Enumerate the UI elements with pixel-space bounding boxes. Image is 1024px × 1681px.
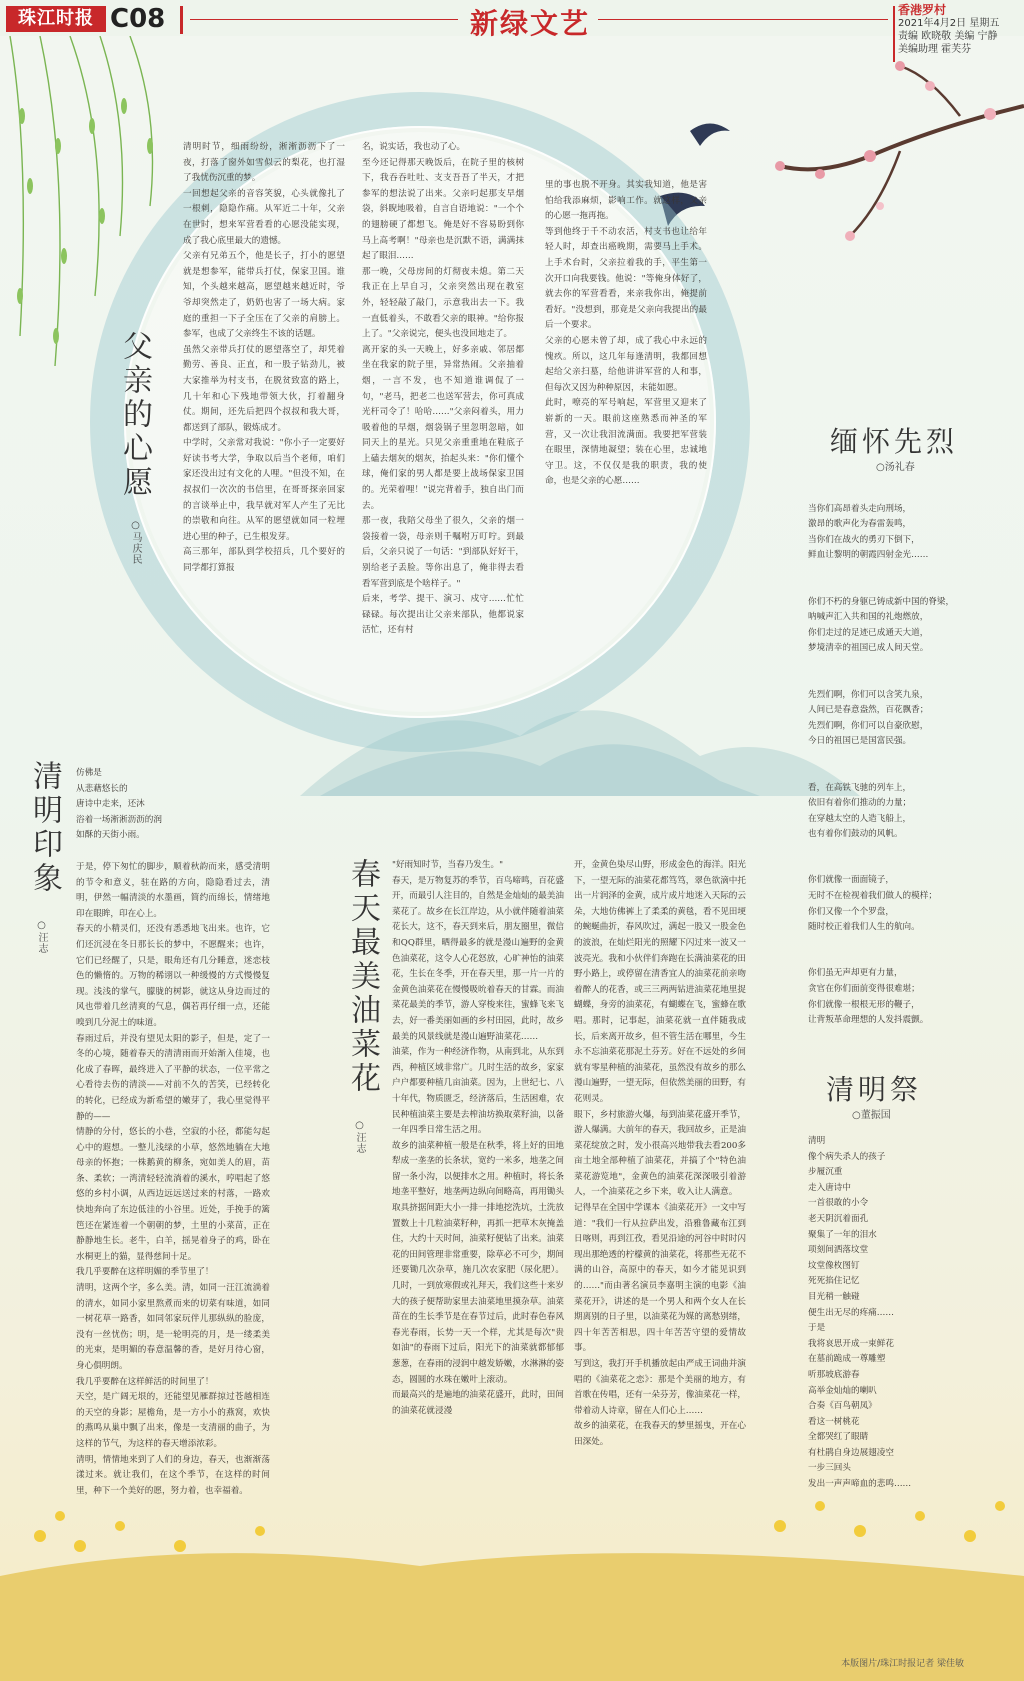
martyrs-stanza-1: 当你们高昂着头走向刑场， 激昂的歌声化为春雷轰鸣， 当你们在战火的勇刃下倒下， 鲜血让黎明的朝霞四射金光…… [808, 503, 929, 561]
qingmingji-poem: 清明 像个病失杀人的孩子 步履沉重 走入唐诗中 一首很敢的小令 老天阴沉着面孔 聚集了一年的泪水 项刻间洒落坟堂 坟堂像枚图钉 死死掐住记忆 目光稍一触碰 便生出无尽的疼痛…… 于是 我将哀思开成一束鲜花 在墓前跪成一尊雕塑 听那坡底游春 高举金灿灿的喇叭 合奏《百鸟朝凤》 看这一树桃花 全都哭红了眼睛 有杜鹃自身边展翅凌空 一步三回头 发出一声声啼血的悲鸣…… [808, 1136, 912, 1490]
yinxiang-article-author: ○汪志 [36, 920, 47, 954]
father-article-title: 父亲的心愿 [117, 330, 152, 500]
issue-date: 2021年4月2日 星期五 [898, 18, 1000, 29]
photo-credit: 本版图片/珠江时报记者 梁佳敏 [841, 1659, 964, 1669]
martyrs-article-title: 缅怀先烈 [830, 425, 959, 458]
rapeseed-article-title: 春天最美油菜花 [345, 858, 380, 1096]
father-article-col3: 里的事也脱不开身。其实我知道，他是害怕给我添麻烦，影响工作。就这样，父亲的心愿一拖再拖。 等到他终于千不动农活，村支书也让给年轻人时，却查出癌晚期，需要马上手术。上手术台时，父亲拉着我的手，平生第一次开口向我要钱。他说："等俺身体好了，就去你的军营看看，来亲我你出，俺提前看好。"没想到，那竟是父亲向我提出的最后一个要求。 父亲的心愿未曾了却，成了我心中永远的愧疚。所以，这几年每逢清明，我都回想起给父亲扫墓，给他讲讲军营的人和事，但每次又因为种种原因，未能如愿。 此时，嘹亮的军号响起，军营里又迎来了崭新的一天。眼前这座熟悉而神圣的军营，又一次让我泪流满面。我要把军营装在眼里，深情地凝望；装在心里，忠诚地守卫。这，不仅仅是我的职责，我的使命，也是父亲的心愿…… [545, 180, 707, 487]
section-title: 新绿文艺 [470, 7, 591, 40]
yinxiang-body: 于是，停下匆忙的脚步，顺着秋韵而来，感受清明的节令和意义，驻在路的方向，隐隐看过去，清明，伊然一幅清淡的水墨画，简约而绵长，情绪地印在眼眸，印在心上。 春天的小精灵们，还没有悉悉地飞出来。也许，它们还沉浸在冬日那长长的梦中，不愿醒来；也许，它们已经醒了，只是，眼角还有几分睡意，迷恋枝色的懒惰的。万物的稀诩以一种缓慢的方式慢慢复现。浅浅的掌气，朦胧的树影，就这从身边而过的风也带着几丝清爽的气息，偶若再仔细一点，还能嗅到几分泥土的味道。 春雨过后，并没有望见太阳的影子，但是，定了一冬的心境，随着春天的清清雨而开始渐入佳境，也化成了春晖，最终进入了平静的状态，一位平常之心看待去伤的清淡——对前不久的苦笑，已经转化的转化，已经成为新希望的嫩芽了，我心里觉得平静的—— 情静的分付，悠长的小巷，空寂的小径，都能勾起心中的遐想。一整儿浅绿的小草，悠然地躺在大地母亲的怀抱；一株鹅黄的柳条，宛如美人的眉，苗条、柔软；一湾清轻轻流淌着的溪水，哼唱起了悠悠的乡村小调，从西边远远送过来的村落，一路欢快地奔向了东边低洼的小谷里。近处，手挽手的篱笆还在紧连着一个朝朝的梦，土里的小菜苗，正在静静地生长。老牛，白羊，摇晃着身子的鸡，卧在水桐更上的猫，显得慈间十足。 我几乎要醉在这样明媚的季节里了！ 清明，这两个字，多么美。清，如同一汪江流淌着的清水，如同小家里熬煮而来的切菜有味道，如同一树花草一路香，如同邻家玩伴儿那纵纵的脸庞，没有一丝忧伤；明，是一轮明亮的月，是一缕柔美的光束，是明媚的春意温馨的香，是好月待心窗，身心俱明朗。 我几乎要醉在这样鲜活的时间里了！ 天空，是广阔无垠的，还能望见雁群掠过苍越相连的天空的身影；屋檐角，是一方小小的燕窝，欢快的燕鸣从巢中飘了出来，像是一支清丽的曲子，为这样的节气，为这样的春天增添浓彩。 清明，情情地来到了人们的身边，春天，也渐渐荡漾过来。就让我们，在这个季节，在这样的时间里，种下一个美好的愿，努力着，也幸福着。 [76, 862, 270, 1496]
qingmingji-article-author: ○董振国 [852, 1110, 891, 1121]
martyrs-poem [808, 486, 1008, 1056]
father-article-col2: 名，说实话，我也动了心。 至今还记得那天晚饭后，在院子里的核树下，我吞吞吐吐、支支吾吾了半天，才把参军的想法说了出来。父亲叼起那支早烟袋，斜睨地吸着，自言自语地说："一个个的翅膀硬了都想飞。俺是好不容易盼到你马上高考啊！"母亲也是沉默不语，满满抹起了眼泪…… 那一晚，父母房间的灯彻夜未熄。第二天我正在上早自习，父亲突然出现在教室外，轻轻敲了敲门，示意我出去一下。我一直低着头，不敢看父亲的眼神。"给你报上了。"父亲说完，便头也没回地走了。 离开家的头一天晚上，好多亲戚、邻居都坐在我家的院子里，异常热闹。父亲抽着烟，一言不发，也不知道谁调侃了一句，"老马，把老二也送军营去，你可真成光杆司令了！哈哈……"父亲闷着头，用力吸着他的早烟，烟袋锅子里忽明忽暗，如同天上的星光。只见父亲重重地在鞋底子上磕去烟灰的烟灰，抬起头来："你们懂个球，俺们家的男人都是要上战场保家卫国的。光荣着哩！"说完背着手，独自出门而去。 那一夜，我陪父母坐了很久，父亲的烟一袋接着一袋，母亲则千嘱咐万叮咛。到最后，父亲只说了一句话："到部队好好干，别给老子丢脸。等你出息了，俺非得去看看军营到底是个啥样子。" 后来，考学、提干、演习、戍守……忙忙碌碌。每次提出让父亲来部队，他都说家活忙，还有村 [362, 142, 524, 636]
martyrs-stanza-6: 你们虽无声却更有力量， 贪官在你们面前变得很难堪； 你们就像一根根无形的鞭子， 让背叛革命理想的人发抖震颤。 [808, 968, 929, 1026]
header-rule-right [598, 19, 888, 20]
martyrs-stanza-2: 你们不朽的身躯已铸成新中国的脊梁， 呐喊声汇入共和国的礼炮燃放， 你们走过的足迹已成通天大道， 梦境清幸的祖国已成人间天堂。 [808, 596, 955, 654]
martyrs-stanza-3: 先烈们啊，你们可以含笑九泉， 人间已是春意盎然，百花飘香； 先烈们啊，你们可以自豪欣慰， 今日的祖国已是国富民强。 [808, 689, 929, 747]
newspaper-logo: 珠江时报 [6, 6, 106, 32]
yinxiang-intro: 仿佛是 从悲藉悠长的 唐诗中走来，还沐 浴着一场淅淅沥沥的润 如酥的天街小雨。 [76, 768, 162, 841]
martyrs-article-author: ○汤礼春 [876, 462, 915, 473]
father-article-author: ○马庆民 [130, 520, 141, 565]
editor-line: 责编 欧晓敬 美编 宁静 [898, 31, 998, 42]
martyrs-stanza-4: 看，在高铁飞驰的列车上， 依旧有着你们推动的力量； 在穿越太空的人造飞船上， 也有着你们鼓动的风帆。 [808, 782, 912, 840]
qingmingji-article-title: 清明祭 [826, 1073, 923, 1106]
rapeseed-col1: "好雨知时节，当春乃发生。" 春天，是万物复苏的季节，百鸟啼鸣，百花盛开，而最引人注目的，自然是金灿灿的最美油菜花了。故乡在长江岸边，从小就伴随着油菜花长大，这不，春天到来后，朋友圈里，微信和QQ群里，晒得最多的就是漫山遍野的金黄色油菜花，这令人心花怒放，心旷神怡的油菜花，生长在冬季，开在春天里，那一片一片的金黄色油菜花在慢慢吸吮着春天的甘霖。而油菜花最美的季节，游人穿梭来往，蜜蜂飞来飞去，好一番美丽如画的乡村田园，此时，故乡最美的风景线就是漫山遍野油菜花…… 油菜，作为一种经济作物，从南到北，从东到西，种植区域非常广。几时生活的故乡，家家户户都要种植几亩油菜。因为，上世纪七、八十年代，物质匮乏，经济落后，生活困难，农民种植油菜主要是去榨油坊换取菜籽油，以备一年四季日常生活之用。 故乡的油菜种植一般是在秋季，将上好的田地犁成一垄垄的长条状，宽约一米多，地垄之间留一条小沟，以便排水之用。种植时，将长条地垄平整好，地垄两边纵向间略高，再用锄头取具挤据间距大小一排一排地挖洗坑，土洗放置数上十几粒油菜籽种，再抓一把草木灰掩盖住，大约十天时间，油菜籽便钻了出来。油菜花的田间管理非常重要，除草必不可少，期间还要锄几次杂草，施几次农家肥（尿化肥）。几时，一到放寒假或礼拜天，我们这些十来岁大的孩子便帮助家里去油菜地里摸杂草。油菜苗在的生长季节是在春节过后，此时春色春风春光春雨，长势一天一个样，尤其是每次"贵如油"的春雨下过后，阳光下的油菜就都郁郁葱葱，在春雨的浸润中越发娇嫩，水淋淋的姿态，圆圆的水珠在嫩叶上滚动。 而最高兴的是遍地的油菜花盛开，此时，田间的油菜花就浸漫 [392, 860, 564, 1416]
sponsor-brand: 香港罗村 [898, 3, 947, 17]
header-divider [180, 6, 183, 34]
plum-branch [775, 61, 1024, 241]
rapeseed-col2: 开，金黄色染尽山野，形成金色的海洋。阳光下，一望无际的油菜花都笃笃，翠色欲滴中托出一片润泽的金黄，成片成片地迷入天际的云朵，大地仿佛裤上了柔柔的黄毯，看不见田埂的蜿蜒曲折，春风吹过，满起一股又一股金色的波浪，在灿烂阳光的照耀下闪过来一波又一波亮光。我和小伙伴们奔跑在长满油菜花的田野小路上，或停留在清香宜人的油菜花前亲吻着醉人的花香，或三三两两钻进油菜花地里捉蝴蝶，身旁的油菜花，有蝴蝶在飞，蜜蜂在歌唱。那时，记事起，油菜花就一直伴随我成长，后来离开故乡，但不管生活在哪里，今生永不忘油菜花那泥土芬芳。好在不远处的乡间就有零星种植的油菜花，虽然没有故乡的那么漫山遍野，一望无际，但依然美丽的田野，有花则灵。 眼下，乡村旅游火爆，每到油菜花盛开季节，游人爆满。大前年的春天，我回故乡，正是油菜花绽放之时，发小很高兴地带我去看200多亩土地全部种植了油菜花，并搞了个"特色油菜花游览地"，金黄色的油菜花深深吸引着游人，一个油菜花之乡下来，收入让人满意。 记得早在全国中学课本《油菜花开》一文中写道："我们一行从拉萨出发，沿雅鲁藏布江到日喀则，再到江孜，看见沿途的河谷中时时闪现出那绝透的柠檬黄的油菜花，将那些无花不满的山谷，高原中的春天，如今才能见识到的……"而由著名演员李嘉明主演的电影《油菜花开》，讲述的是一个男人和两个女人在长期离别的日子里，以油菜花为媒的离愁别绪，四十年苦苦相思，四十年苦苦守望的爱情故事。 写到这，我打开手机播放起由严成王词曲并演唱的《油菜花之恋》：那是个美丽的地方，有首歌在传唱，还有一朵芬芳，像油菜花一样，带着动人诗章，留在人们心上…… 故乡的油菜花，在我春天的梦里摇曳，开在心田深处。 [574, 860, 746, 1447]
header-rule-left [190, 19, 458, 20]
assistant-line: 美编助理 霍芙芬 [898, 44, 972, 55]
martyrs-stanza-5: 你们就像一面面镜子， 无时不在检视着我们做人的模样； 你们又像一个个罗盘， 随时校正着我们人生的航向。 [808, 875, 937, 933]
rapeseed-article-author: ○汪志 [354, 1120, 365, 1154]
father-article-col1: 清明时节，细雨纷纷，淅淅沥沥下了一夜，打落了窗外如雪似云的梨花，也打湿了我忧伤沉重的梦。 一回想起父亲的音容笑貌，心头就像扎了一根刺，隐隐作痛。从军近二十年，父亲在世时，想来军营看看的心愿没能实现，成了我心底里最大的遗憾。 父亲有兄弟五个，他是长子，打小的愿望就是想参军，能带兵打仗，保家卫国。谁知，个头越来越高，愿望越来越近时，爷爷却突然走了，奶奶也害了一场大病。家庭的重担一下子全压在了父亲的肩膀上。参军，也成了父亲终生不该的话题。 虽然父亲带兵打仗的愿望落空了，却凭着勤劳、善良、正直，和一股子钻劲儿，被大家推举为村支书，在脱贫致富的路上，几十年和心下残地带领大伙，打着翻身仗。期间，还先后把四个叔叔和我大哥，都送到了部队，锻炼成才。 中学时，父亲常对我说："你小子一定要好好读书考大学，争取以后当个老师，咱们家还没出过有文化的人哩。"但没不知，在叔叔们一次次的书信里，在哥哥探亲回家的言谈举止中，我早就对军人产生了无比的崇敬和向往。从军的愿望就如同一粒埋进心里的种子，已生根发芽。 高三那年，部队到学校招兵，几个要好的同学都打算报 [183, 142, 345, 574]
page-number: C08 [110, 4, 166, 34]
yinxiang-article-title: 清明印象 [27, 760, 62, 896]
